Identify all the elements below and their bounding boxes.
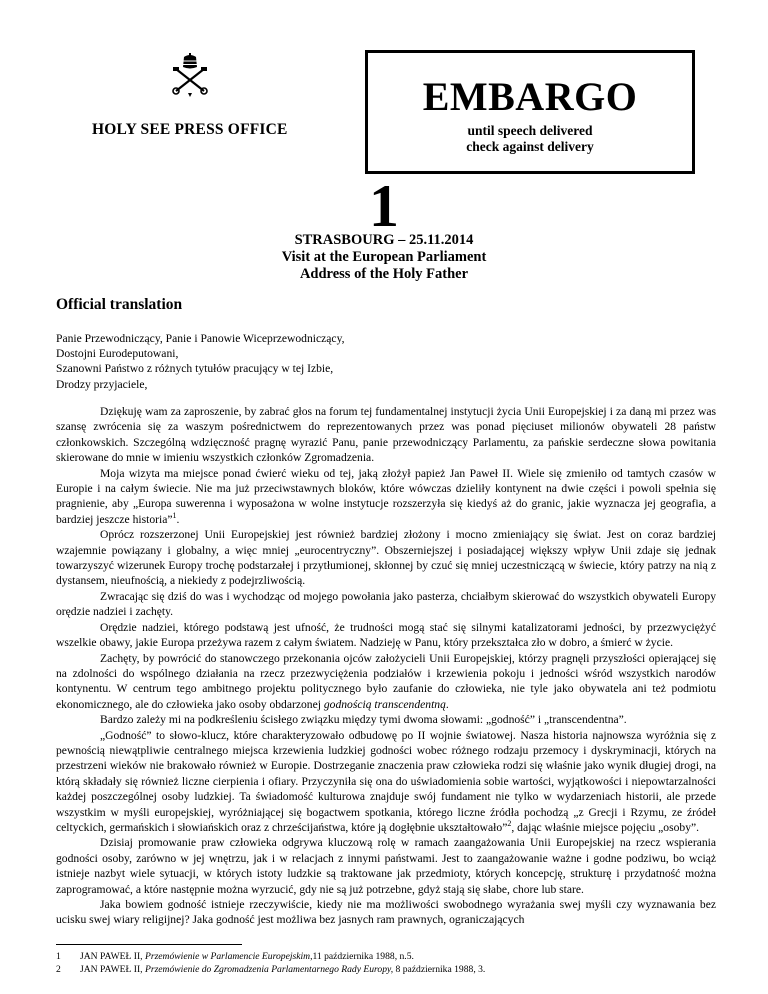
footnote-ref: 2 xyxy=(507,819,512,829)
paragraph: „Godność” to słowo-klucz, które charakteryzowało odbudowę po II wojnie światowej. Nasza historia najnowsza wyróżnia się z pewnością niewątpliwie centralnego miejsca krzewienia ludzkiej godności wobec różnego rodzaju przemocy i dyskryminacji, których na przestrzeni wieków nie brakowało również w Europie. Dostrzeganie znaczenia praw człowieka rodzi się właśnie jako wynik długiej drogi, na którą składały się również liczne cierpienia i ofiary. Przyczyniła się ona do uświadomienia sobie wartości, wyjątkowości i niepowtarzalności każdej poszczególnej osoby ludzkiej. Ta świadomość kulturowa znajduje swój fundament nie tylko w wydarzeniach historii, ale przede wszystkim w myśli europejskiej, wyróżniającej się bogactwem spotkania, którego liczne źródła pochodzą „z Grecji i Rzymu, ze źródeł celtyckich, germańskich i słowiańskich oraz z chrześcijaństwa, które ją dogłębnie ukształtowało”$^2$, dając właśnie miejsce pojęciu „osoby”. xyxy=(56,728,716,834)
address-subtitle: Address of the Holy Father xyxy=(299,266,469,282)
paragraph: Zwracając się dziś do was i wychodząc od mojego powołania jako pasterza, chciałbym skierować do wszystkich obywateli Europy orędzie nadziei i zachęty. xyxy=(56,589,716,619)
salutation xyxy=(56,331,716,392)
salutation-line: Dostojni Eurodeputowani, xyxy=(56,347,179,361)
embargo-note-check: check against delivery xyxy=(466,139,594,154)
emphasis: godnością transcendentną xyxy=(323,697,446,711)
embargo-note-delivery: until speech delivered xyxy=(467,123,593,138)
paragraph: Dziękuję wam za zaproszenie, by zabrać głos na forum tej fundamentalnej instytucji życia Unii Europejskiej i za daną mi przez was szansę zwrócenia się za waszym pośrednictwem do reprezentowanych przez was ponad pięciuset milionów obywateli 28 państw członkowskich. Szczególną wdzięczność pragnę wyrazić Panu, panie przewodniczący Parlamentu, za pańskie serdeczne słowa powitania skierowane do mnie w imieniu wszystkich członków Zgromadzenia. xyxy=(56,405,716,465)
bulletin-number: 1 xyxy=(369,173,399,239)
footnote: 2 JAN PAWEŁ II, Przemówienie do Zgromadzenia Parlamentarnego Rady Europy, 8 października 1988, 3. xyxy=(56,964,486,975)
speech-body xyxy=(56,404,716,928)
salutation-line: Drodzy przyjaciele, xyxy=(56,377,148,391)
paragraph: Moja wizyta ma miejsce ponad ćwierć wieku od tej, jaką złożył papież Jan Paweł II. Wiele się zmieniło od tamtych czasów w Europie i na całym świecie. Nie ma już przeciwstawnych bloków, które wówczas dzieliły kontynent na dwie części i powoli spełnia się pragnienie, aby „Europa suwerenna i wyposażona w wolne instytucje rozszerzyła się kiedyś aż do granic, jakie wyznacza jej geografia, a bardziej jeszcze historia”$^1$. xyxy=(56,466,716,526)
salutation-line: Szanowni Państwo z różnych tytułów pracujący w tej Izbie, xyxy=(56,362,334,376)
paragraph: Jaka bowiem godność istnieje rzeczywiście, kiedy nie ma możliwości swobodnego wyrażania swej myśli czy wyznawania bez ucisku swej wiary religijnej? Jaka godność jest możliwa bez jasnych ram prawnych, ograniczających xyxy=(56,898,716,927)
papal-keys-tiara-icon xyxy=(168,53,212,97)
paragraph: Bardzo zależy mi na podkreśleniu ścisłego związku między tymi dwoma słowami: „godność” i „transcendentna”. xyxy=(100,713,627,727)
paragraph: Oprócz rozszerzonej Unii Europejskiej jest również bardziej złożony i mocno zmieniający się świat. Jest on coraz bardziej wzajemnie powiązany i globalny, a więc mniej „eurocentryczny”. Obszerniejszej i posiadającej większy wpływ Unii zdaje się jednak towarzyszyć wizerunek Europy trochę podstarzałej i przytłumionej, skłonnej by czuć się mniej uczestniczącą w świecie, który patrzy na nią z dystansem, nieufnością, a niekiedy z podejrzliwością. xyxy=(56,528,716,588)
press-office-title: HOLY SEE PRESS OFFICE xyxy=(92,121,288,138)
paragraph: Dzisiaj promowanie praw człowieka odgrywa kluczową rolę w ramach zaangażowania Unii Europejskiej na rzecz wspierania godności osoby, zarówno w jej wnętrzu, jak i w relacjach z innymi państwami. Jest to zaangażowanie ważne i godne podziwu, bo wciąż istnieje nazbyt wiele sytuacji, w których istoty ludzkie są traktowane jak przedmioty, których koncepcję, strukturę i przydatność można zaprogramować, a które następnie można wyrzucić, gdy nie są już potrzebne, gdyż stają się słabe, chore lub stare. xyxy=(56,836,716,896)
footnote: 1 JAN PAWEŁ II, Przemówienie w Parlamencie Europejskim,11 października 1988, n.5. xyxy=(56,951,414,962)
place-date: STRASBOURG – 25.11.2014 xyxy=(294,232,474,248)
heading-block xyxy=(0,232,768,283)
embargo-box xyxy=(365,50,695,174)
paragraph: Zachęty, by powrócić do stanowczego przekonania ojców założycieli Unii Europejskiej, którzy pragnęli przyszłości opierającej się na zdolności do wspólnego działania na rzecz przezwyciężenia podziałów i krzewienia pokoju i jedności wśród wszystkich narodów kontynentu. W centrum tego ambitnego projektu politycznego było zaufanie do człowieka, nie tyle jako obywatela ani też podmiotu ekonomicznego, ale do człowieka jako osoby obdarzonej godnością transcendentną. xyxy=(56,651,716,711)
official-translation-label: Official translation xyxy=(56,296,183,313)
salutation-line: Panie Przewodniczący, Panie i Panowie Wiceprzewodniczący, xyxy=(56,332,345,345)
event-title: Visit at the European Parliament xyxy=(281,249,487,265)
footnotes xyxy=(56,950,736,976)
embargo-title: EMBARGO xyxy=(422,74,638,119)
footnote-divider xyxy=(56,944,242,945)
footnote-ref: 1 xyxy=(172,510,177,520)
paragraph: Orędzie nadziei, którego podstawą jest ufność, że trudności mogą stać się silnymi katalizatorami jedności, by przezwyciężyć wszelkie obawy, jakie Europa przeżywa razem z całym światem. Nadzieję w Panu, który przekształca zło w dobro, a śmierć w życie. xyxy=(56,620,716,650)
